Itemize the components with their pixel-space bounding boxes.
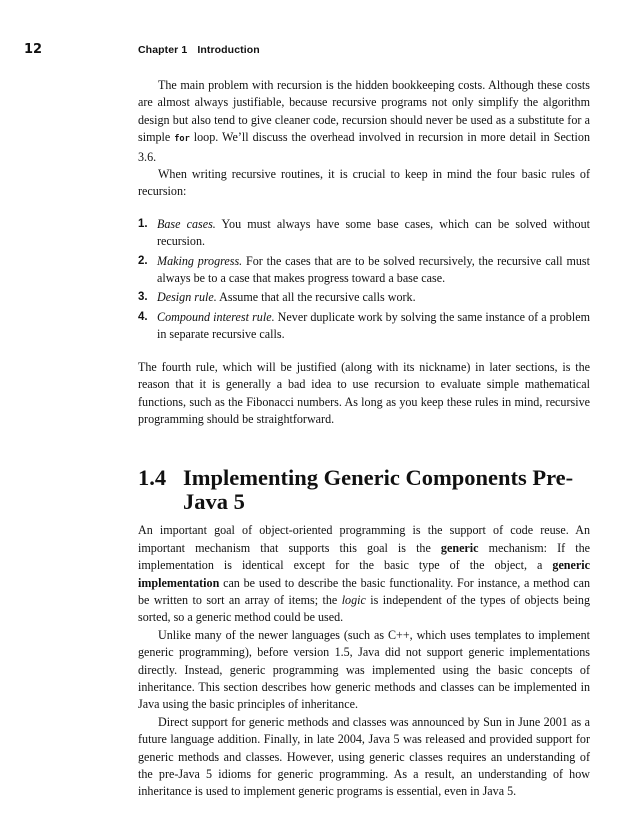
text-span: mechanism: If the implementation is identical except for the basic type of the object, a bbox=[138, 540, 591, 573]
rule-number: 1. bbox=[138, 217, 148, 230]
text-span: An important goal of object-oriented programming is the support of code reuse. An important mechanism that supports this goal is the bbox=[138, 523, 590, 555]
paragraph-newer-languages: Unlike many of the newer languages (such as C++, which uses templates to implement generic programming), before version 1.5, Java did not support generic implementations directly. Instead, generic programming was implemented using the basic concepts of inheritance. This section describes how generic methods and classes can be implemented in Java using the basic principles of inheritance. bbox=[138, 627, 590, 712]
section-heading bbox=[138, 466, 590, 514]
rule-number: 3. bbox=[138, 291, 148, 304]
chapter-label: Chapter 1 bbox=[138, 44, 188, 56]
paragraph-four-rules-intro: When writing recursive routines, it is crucial to keep in mind the four basic rules of recursion: bbox=[138, 167, 590, 199]
rule-text: Never duplicate work by solving the same instance of a problem in separate recursive calls. bbox=[157, 309, 590, 342]
section-number: 1.4 bbox=[138, 465, 167, 491]
rule-name: Compound interest rule. bbox=[157, 309, 275, 324]
running-head bbox=[138, 44, 260, 56]
term-logic: logic bbox=[341, 592, 366, 607]
page-number: 12 bbox=[24, 42, 43, 57]
chapter-title: Introduction bbox=[197, 44, 260, 56]
paragraph-recursion-costs bbox=[138, 77, 590, 166]
page-body bbox=[138, 77, 590, 801]
rule-text: You must always have some base cases, which can be solved without recursion. bbox=[157, 216, 590, 249]
code-for-keyword: for bbox=[174, 134, 190, 145]
term-generic-implementation: generic implementation bbox=[138, 558, 590, 590]
list-item bbox=[138, 253, 590, 288]
list-item bbox=[138, 289, 590, 306]
recursion-rules-list bbox=[138, 216, 590, 344]
rule-name: Design rule. bbox=[157, 290, 217, 305]
paragraph-code-reuse bbox=[138, 522, 590, 626]
rule-name: Making progress. bbox=[157, 253, 243, 268]
list-item bbox=[138, 309, 590, 344]
section-title: Implementing Generic Components Pre-Java 5 bbox=[183, 465, 574, 515]
paragraph-fourth-rule: The fourth rule, which will be justified (along with its nickname) in later sections, is the reason that it is generally a bad idea to use recursion to evaluate simple mathematical functions, such as the Fibonacci numbers. As long as you keep these rules in mind, recursive programming should be straightforward. bbox=[138, 359, 590, 426]
rule-number: 4. bbox=[138, 310, 148, 323]
term-generic: generic bbox=[440, 540, 479, 555]
text-span: can be used to describe the basic functionality. For instance, a method can be written to sort an array of items; the bbox=[138, 575, 590, 607]
list-item bbox=[138, 216, 590, 251]
text-span: The main problem with recursion is the hidden bookkeeping costs. Although these costs are almost always justifiable, because recursive programs not only simplify the algorithm design but also tend to give cleaner code, recursion should never be used as a substitute for a simple bbox=[138, 78, 590, 145]
rule-text: Assume that all the recursive calls work. bbox=[216, 290, 416, 305]
paragraph-direct-support: Direct support for generic methods and classes was announced by Sun in June 2001 as a future language addition. Finally, in late 2004, Java 5 was released and provided support for generic methods and classes. However, using generic classes requires an understanding of the pre-Java 5 idioms for generic programming. As a result, an understanding of how inheritance is used to implement generic programs is essential, even in Java 5. bbox=[138, 714, 590, 799]
rule-number: 2. bbox=[138, 254, 148, 267]
text-span: is independent of the types of objects being sorted, so a generic method could be used. bbox=[138, 592, 591, 625]
rule-text: For the cases that are to be solved recursively, the recursive call must always be to a case that makes progress toward a base case. bbox=[157, 253, 590, 286]
text-span: loop. We’ll discuss the overhead involved in recursion in more detail in Section 3.6. bbox=[138, 130, 590, 164]
rule-name: Base cases. bbox=[157, 216, 216, 231]
